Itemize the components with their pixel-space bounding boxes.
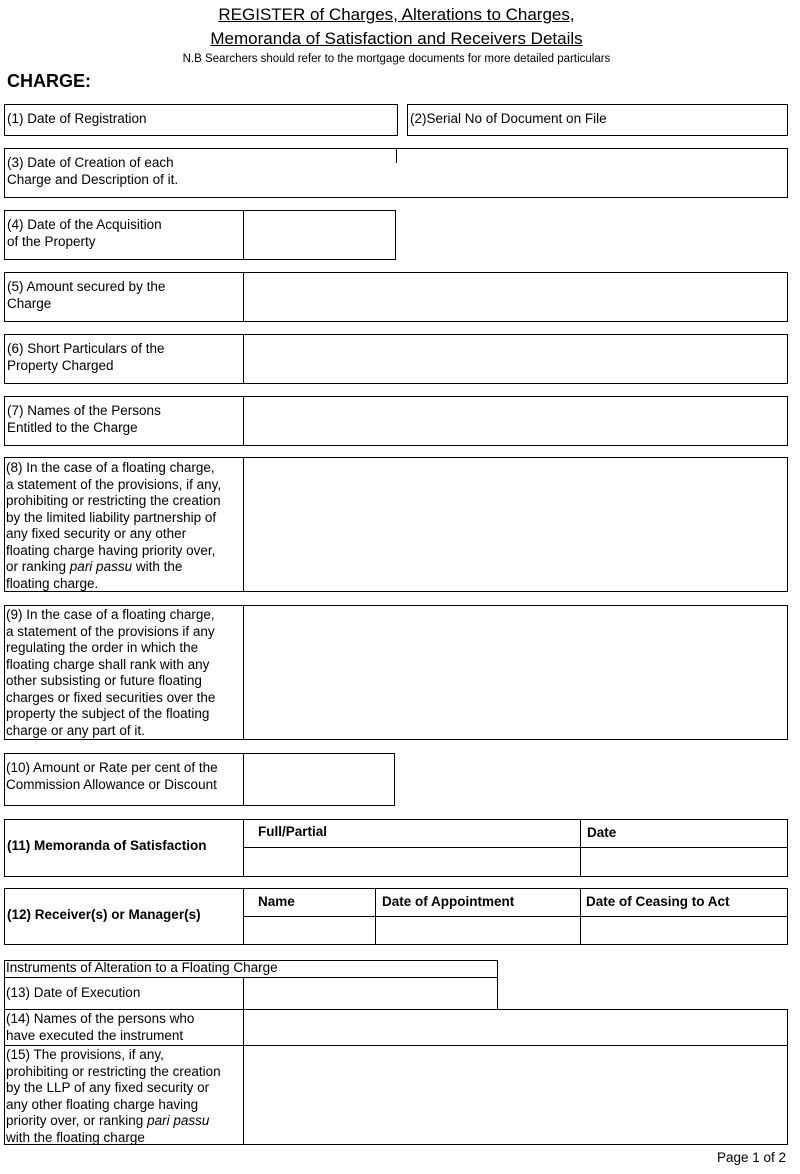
memoranda-divider-1	[243, 819, 244, 877]
amount-secured-label: (5) Amount secured by the Charge	[7, 279, 166, 311]
memoranda-satisfaction-label: (11) Memoranda of Satisfaction	[7, 838, 207, 853]
provisions-label: (15) The provisions, if any, prohibiting or restricting the creation by the LLP of any fixed security or any other floating charge having priority over, or ranking pari passu with the floating charge	[6, 1047, 221, 1145]
form-title-line1: REGISTER of Charges, Alterations to Charges,	[218, 5, 575, 24]
serial-no-label: (2)Serial No of Document on File	[410, 111, 607, 126]
receivers-label: (12) Receiver(s) or Manager(s)	[7, 907, 201, 922]
date-of-acquisition-label: (4) Date of the Acquisition of the Property	[7, 217, 162, 249]
executors-divider	[243, 1009, 244, 1046]
memoranda-full-partial-header: Full/Partial	[258, 824, 328, 839]
receivers-header-rule	[243, 916, 788, 917]
persons-entitled-label: (7) Names of the Persons Entitled to the Charge	[7, 403, 161, 435]
memoranda-date-header: Date	[587, 825, 617, 840]
floating-charge-ranking-divider	[243, 605, 244, 740]
form-title-line2: Memoranda of Satisfaction and Receivers Details	[210, 29, 583, 48]
commission-divider	[243, 753, 244, 806]
date-of-acquisition-divider	[243, 210, 244, 260]
memoranda-divider-2	[580, 819, 581, 877]
receivers-appointment-header: Date of Appointment	[382, 894, 515, 909]
short-particulars-divider	[243, 334, 244, 384]
searchers-note: N.B Searchers should refer to the mortgage documents for more detailed particulars	[182, 53, 611, 65]
date-of-execution-label: (13) Date of Execution	[6, 985, 141, 1000]
page-number: Page 1 of 2	[716, 1150, 786, 1165]
amount-secured-divider	[243, 272, 244, 322]
date-of-creation-divider	[396, 148, 397, 163]
commission-label: (10) Amount or Rate per cent of the Commission Allowance or Discount	[6, 760, 218, 792]
floating-charge-ranking-label: (9) In the case of a floating charge, a statement of the provisions if any regulating the order in which the floating charge shall rank with any other subsisting or future floating charges or fixed securities over the property the subject of the floating charge or any part of it.	[6, 607, 216, 738]
floating-charge-restrictions-label: (8) In the case of a floating charge, a statement of the provisions, if any, prohibiting or restricting the creation by the limited liability partnership of any fixed security or any other floating charge having priority over, or ranking pari passu with the floating charge.	[6, 460, 222, 591]
date-of-execution-divider	[243, 977, 244, 1010]
section-heading: CHARGE:	[7, 71, 91, 91]
provisions-divider	[243, 1045, 244, 1145]
memoranda-header-rule	[243, 847, 788, 848]
date-of-registration-label: (1) Date of Registration	[7, 111, 147, 126]
short-particulars-label: (6) Short Particulars of the Property Charged	[7, 341, 165, 373]
executors-label: (14) Names of the persons who have executed the instrument	[6, 1011, 195, 1043]
persons-entitled-divider	[243, 396, 244, 446]
instruments-header-label: Instruments of Alteration to a Floating Charge	[6, 960, 278, 975]
floating-charge-restrictions-divider	[243, 457, 244, 592]
date-of-creation-label: (3) Date of Creation of each Charge and Description of it.	[7, 155, 179, 187]
receivers-ceasing-header: Date of Ceasing to Act	[586, 894, 730, 909]
receivers-name-header: Name	[258, 894, 295, 909]
